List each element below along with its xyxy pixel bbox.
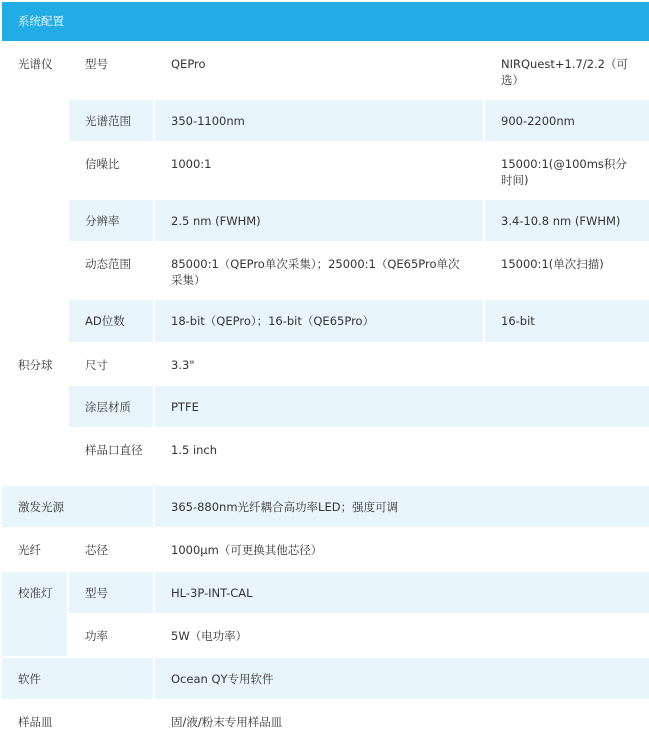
- sphere-row-name: 涂层材质: [68, 385, 154, 428]
- spec-row-value-2: 900-2200nm: [484, 99, 649, 142]
- spec-row-name: 分辨率: [68, 199, 154, 242]
- table-title: 系统配置: [1, 1, 649, 42]
- spec-row-value-1: 18-bit（QEPro）；16-bit（QE65Pro）: [154, 299, 484, 343]
- spec-row-name: 型号: [68, 42, 154, 99]
- category-fiber: 光纤: [1, 528, 68, 571]
- spec-row-value-2: NIRQuest+1.7/2.2（可选）: [484, 42, 649, 99]
- spec-row-value-2: 16-bit: [484, 299, 649, 343]
- fiber-row-name: 芯径: [68, 528, 154, 571]
- category-integrating-sphere: 积分球: [1, 343, 68, 485]
- lamp-row-name: 型号: [68, 571, 154, 614]
- sphere-row-value: 3.3": [154, 343, 649, 385]
- spec-row-value-2: 3.4-10.8 nm (FWHM): [484, 199, 649, 242]
- lamp-row-name: 功率: [68, 614, 154, 657]
- sphere-row-name: 样品口直径: [68, 428, 154, 485]
- lamp-row-value: HL-3P-INT-CAL: [154, 571, 649, 614]
- spec-row-name: 信噪比: [68, 142, 154, 199]
- spec-row-value-1: 85000:1（QEPro单次采集）；25000:1（QE65Pro单次采集）: [154, 242, 484, 299]
- sphere-row-value: 1.5 inch: [154, 428, 649, 485]
- fiber-row-value: 1000μm（可更换其他芯径）: [154, 528, 649, 571]
- category-sample-dish: 样品皿: [1, 700, 154, 743]
- spec-row-value-1: 350-1100nm: [154, 99, 484, 142]
- spec-row-name: 光谱范围: [68, 99, 154, 142]
- category-software: 软件: [1, 657, 154, 700]
- spec-row-value-2: 15000:1(@100ms积分时间): [484, 142, 649, 199]
- software-value: Ocean QY专用软件: [154, 657, 649, 700]
- spec-row-name: AD位数: [68, 299, 154, 343]
- lamp-row-value: 5W（电功率）: [154, 614, 649, 657]
- spec-row-value-1: 1000:1: [154, 142, 484, 199]
- category-calibration-lamp: 校准灯: [1, 571, 68, 657]
- excitation-value: 365-880nm光纤耦合高功率LED；强度可调: [154, 485, 649, 528]
- spec-row-value-1: 2.5 nm (FWHM): [154, 199, 484, 242]
- category-spectrometer: 光谱仪: [1, 42, 68, 343]
- sphere-row-value: PTFE: [154, 385, 649, 428]
- spec-row-name: 动态范围: [68, 242, 154, 299]
- spec-row-value-2: 15000:1(单次扫描): [484, 242, 649, 299]
- category-excitation-source: 激发光源: [1, 485, 154, 528]
- spec-row-value-1: QEPro: [154, 42, 484, 99]
- sample-dish-value: 固/液/粉末专用样品皿: [154, 700, 649, 743]
- sphere-row-name: 尺寸: [68, 343, 154, 385]
